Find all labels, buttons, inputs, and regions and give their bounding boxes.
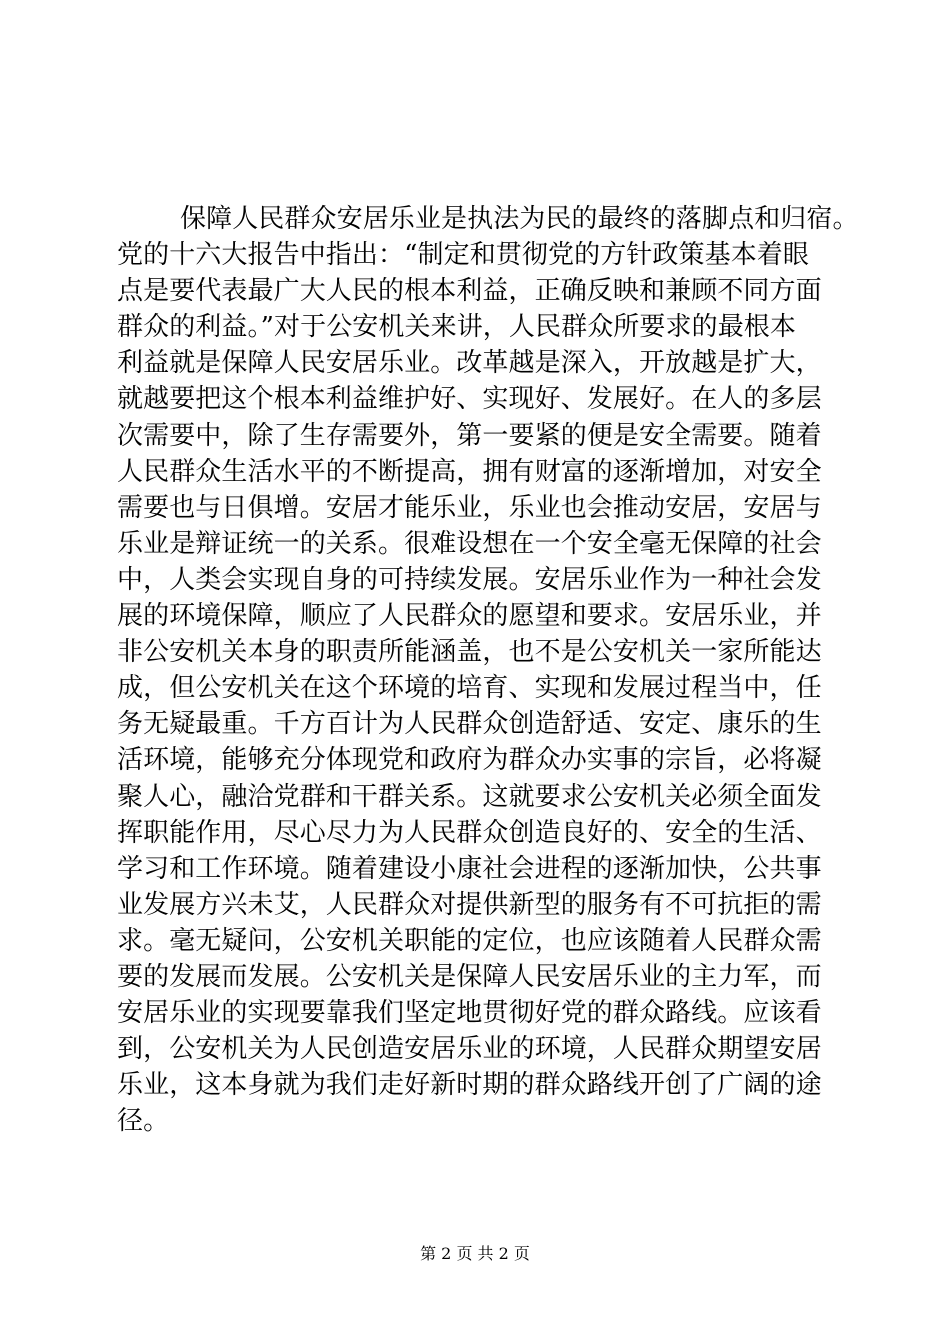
paragraph-line: 点是要代表最广大人民的根本利益，正确反映和兼顾不同方面 bbox=[117, 276, 822, 307]
paragraph-line: 展的环境保障，顺应了人民群众的愿望和要求。安居乐业，并 bbox=[117, 601, 822, 632]
paragraph-line: 到，公安机关为人民创造安居乐业的环境，人民群众期望安居 bbox=[117, 1034, 822, 1065]
paragraph-line: 乐业，这本身就为我们走好新时期的群众路线开创了广阔的途 bbox=[117, 1070, 822, 1101]
paragraph-line: 活环境，能够充分体现党和政府为群众办实事的宗旨，必将凝 bbox=[117, 745, 822, 776]
paragraph-line: 就越要把这个根本利益维护好、实现好、发展好。在人的多层 bbox=[117, 384, 822, 415]
paragraph-line: 利益就是保障人民安居乐业。改革越是深入，开放越是扩大， bbox=[117, 348, 822, 379]
paragraph-line: 要的发展而发展。公安机关是保障人民安居乐业的主力军，而 bbox=[117, 961, 822, 992]
paragraph-line: 径。 bbox=[117, 1106, 170, 1137]
paragraph-line: 成，但公安机关在这个环境的培育、实现和发展过程当中，任 bbox=[117, 673, 822, 704]
paragraph-line: 党的十六大报告中指出：“制定和贯彻党的方针政策基本着眼 bbox=[117, 240, 809, 271]
paragraph-line: 安居乐业的实现要靠我们坚定地贯彻好党的群众路线。应该看 bbox=[117, 998, 822, 1029]
paragraph-line: 非公安机关本身的职责所能涵盖，也不是公安机关一家所能达 bbox=[117, 637, 822, 668]
paragraph-line: 中，人类会实现自身的可持续发展。安居乐业作为一种社会发 bbox=[117, 564, 822, 595]
paragraph-line: 挥职能作用，尽心尽力为人民群众创造良好的、安全的生活、 bbox=[117, 817, 822, 848]
paragraph-line: 需要也与日俱增。安居才能乐业，乐业也会推动安居，安居与 bbox=[117, 492, 822, 523]
paragraph-line: 人民群众生活水平的不断提高，拥有财富的逐渐增加，对安全 bbox=[117, 456, 822, 487]
paragraph-line: 保障人民群众安居乐业是执法为民的最终的落脚点和归宿。 bbox=[180, 204, 859, 234]
paragraph-line: 乐业是辩证统一的关系。很难设想在一个安全毫无保障的社会 bbox=[117, 528, 822, 559]
paragraph-line: 求。毫无疑问，公安机关职能的定位，也应该随着人民群众需 bbox=[117, 925, 822, 956]
paragraph-line: 业发展方兴未艾，人民群众对提供新型的服务有不可抗拒的需 bbox=[117, 889, 822, 920]
paragraph-line: 次需要中，除了生存需要外，第一要紧的便是安全需要。随着 bbox=[117, 420, 822, 451]
paragraph-line: 务无疑最重。千方百计为人民群众创造舒适、安定、康乐的生 bbox=[117, 709, 822, 740]
body-paragraph bbox=[117, 201, 859, 1139]
page-number-footer: 第 2 页 共 2 页 bbox=[420, 1244, 530, 1263]
paragraph-line: 群众的利益。”对于公安机关来讲，人民群众所要求的最根本 bbox=[117, 312, 796, 343]
paragraph-line: 学习和工作环境。随着建设小康社会进程的逐渐加快，公共事 bbox=[117, 853, 822, 884]
paragraph-line: 聚人心，融洽党群和干群关系。这就要求公安机关必须全面发 bbox=[117, 781, 822, 812]
